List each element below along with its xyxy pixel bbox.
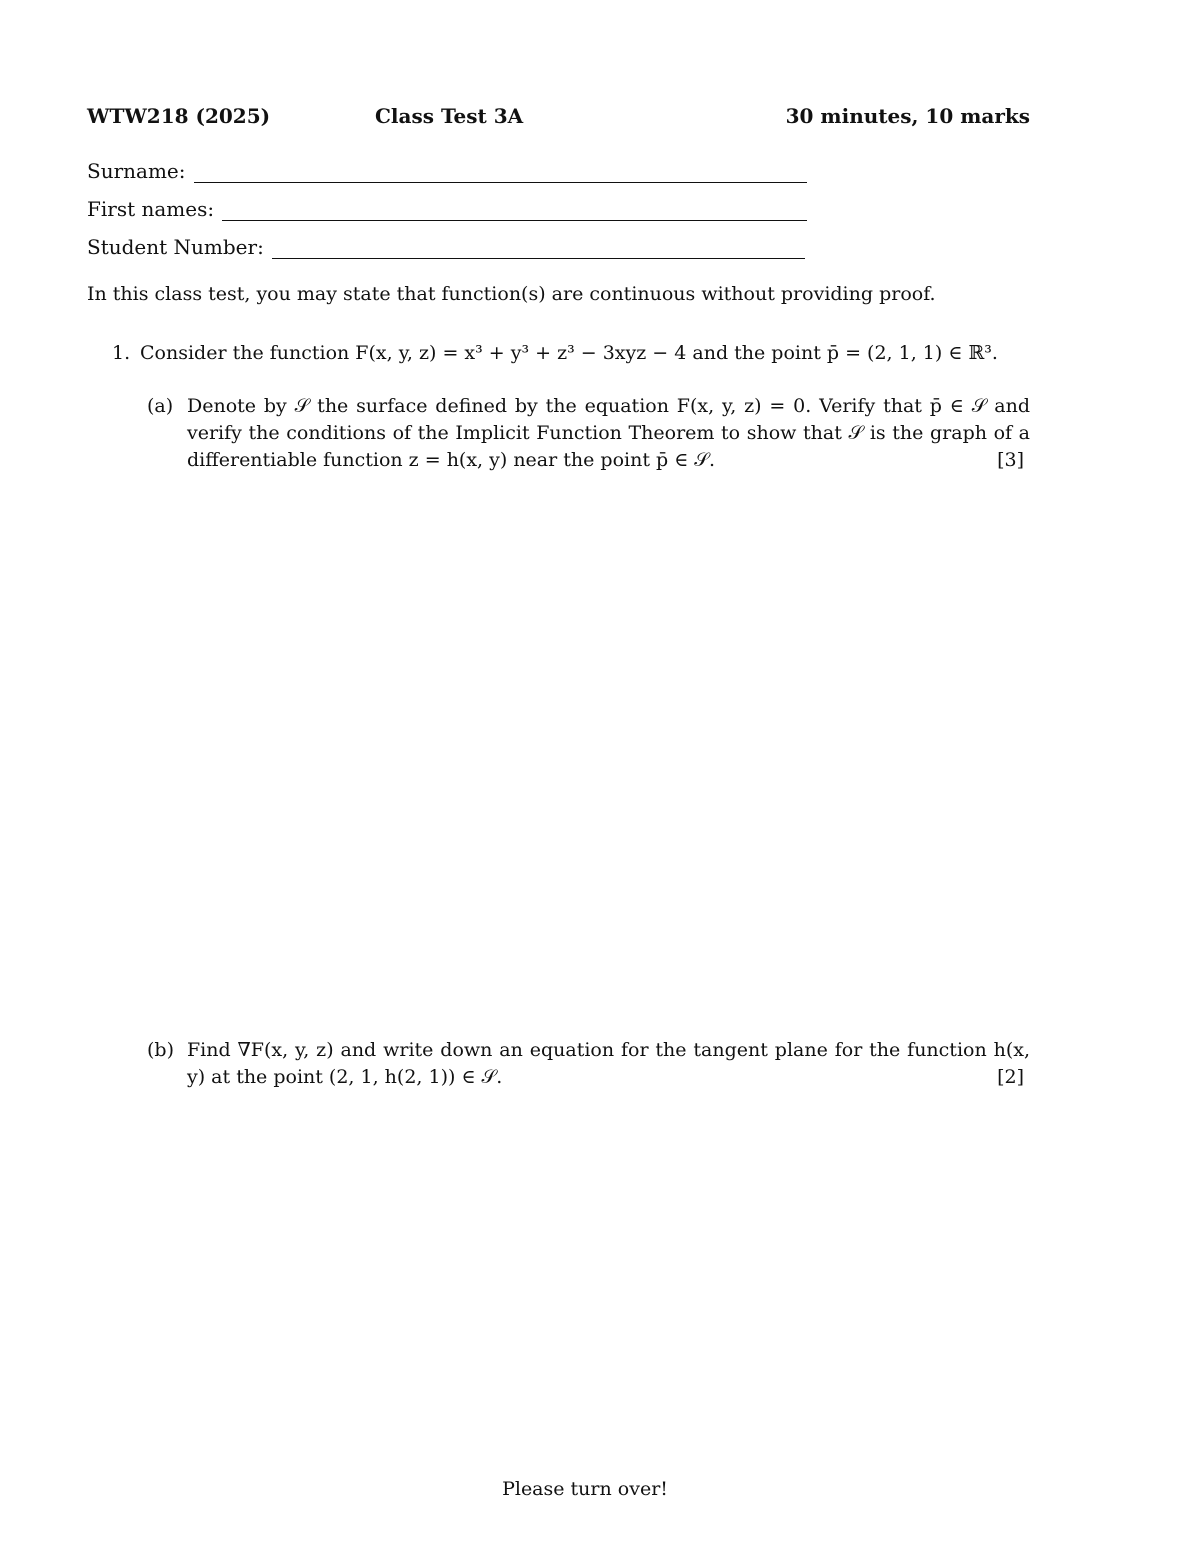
question-1a-marks: [3]	[997, 449, 1024, 471]
question-1-number: 1.	[112, 342, 131, 364]
instruction-note: In this class test, you may state that function(s) are continuous without providing proof.	[87, 283, 936, 305]
student-number-field[interactable]	[87, 231, 805, 259]
question-1b-label: (b)	[147, 1039, 174, 1061]
first-names-field[interactable]	[87, 193, 807, 221]
question-1b	[147, 1037, 1030, 1091]
page-footer: Please turn over!	[502, 1478, 668, 1500]
question-1a-text: Denote by 𝒮 the surface defined by the equation F(x, y, z) = 0. Verify that p̄ ∈ 𝒮 and verify the conditions of the Implicit Function Theorem to show that 𝒮 is the graph of a differentiable function z = h(x, y) near the point p̄ ∈ 𝒮.	[187, 395, 1030, 471]
first-names-line[interactable]	[222, 198, 807, 221]
test-duration: 30 minutes, 10 marks	[785, 104, 1030, 128]
test-title: Class Test 3A	[375, 104, 524, 128]
surname-line[interactable]	[194, 160, 808, 183]
question-1b-text: Find ∇F(x, y, z) and write down an equation for the tangent plane for the function h(x, y) at the point (2, 1, h(2, 1)) ∈ 𝒮.	[187, 1039, 1030, 1088]
surname-label: Surname:	[87, 159, 186, 183]
question-1a	[147, 393, 1030, 474]
question-1b-marks: [2]	[997, 1066, 1024, 1088]
surname-field[interactable]	[87, 155, 807, 183]
course-code: WTW218 (2025)	[87, 104, 271, 128]
student-number-label: Student Number:	[87, 235, 264, 259]
question-1-text: Consider the function F(x, y, z) = x³ + y³ + z³ − 3xyz − 4 and the point p̄ = (2, 1, 1) ∈ ℝ³.	[140, 342, 998, 364]
question-1a-label: (a)	[147, 395, 174, 417]
student-number-line[interactable]	[272, 236, 805, 259]
test-header	[87, 104, 1030, 134]
first-names-label: First names:	[87, 197, 215, 221]
question-1	[112, 342, 998, 364]
